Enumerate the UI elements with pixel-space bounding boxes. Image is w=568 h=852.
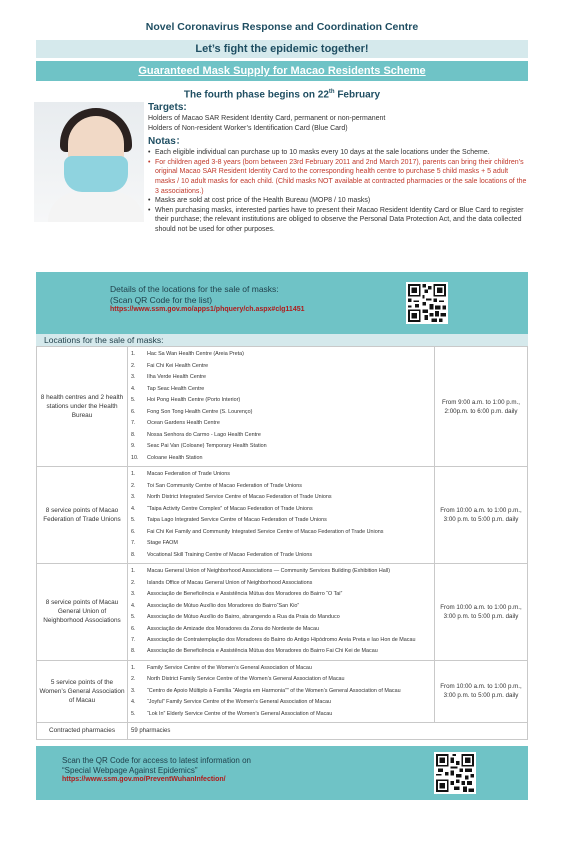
details-banner — [36, 272, 528, 334]
group-list — [128, 467, 435, 564]
list-item: 6. Associação de Amizade dos Moradores da Zona do Nordeste de Macau — [131, 625, 319, 632]
list-item: 2. Islands Office of Macau General Union of Neighborhood Associations — [131, 579, 313, 586]
list-item: 5. “Lok In” Elderly Service Centre of the Women’s General Association of Macau — [131, 710, 333, 717]
list-item: 3. North District Integrated Service Centre of Macao Federation of Trade Unions — [131, 494, 332, 500]
group-label: 8 service points of Macao Federation of Trade Unions — [37, 467, 128, 564]
group-time: From 9:00 a.m. to 1:00 p.m., 2:00p.m. to 6:00 p.m. daily — [435, 347, 528, 467]
table-row — [37, 347, 528, 467]
hero-section — [36, 102, 528, 272]
list-item: 1. Macao Federation of Trade Unions — [131, 471, 231, 477]
list-item: 1. Macau General Union of Neighborhood Associations — Community Services Building (Exhibition Hall) — [131, 568, 390, 574]
list-item: 6. Fong Son Tong Health Centre (S. Lourenço) — [131, 408, 253, 415]
info-panel — [148, 102, 530, 235]
list-item: 3. “Centro de Apoio Múltiplo à Família “Alegria em Harmonia”” of the Women’s General Association of Macau — [131, 687, 401, 694]
list-item: 3. Ilha Verde Health Centre — [131, 374, 207, 380]
locations-title: Locations for the sale of masks: — [36, 334, 528, 346]
notas-item: • Each eligible individual can purchase up to 10 masks every 10 days at the sale locations under the Scheme. — [155, 148, 530, 158]
group-time: From 10:00 a.m. to 1:00 p.m., 3:00 p.m. to 5:00 p.m. daily — [435, 564, 528, 661]
qr-code-footer[interactable] — [434, 752, 476, 794]
targets-heading: Targets: — [148, 102, 187, 113]
list-item: 9. Seac Pai Van (Coloane) Temporary Health Station — [131, 443, 267, 449]
list-item: 10. Coloane Health Station — [131, 454, 203, 461]
list-item: 3. Associação de Beneficência e Assistência Mútua dos Moradores do Bairro “O Tai” — [131, 591, 343, 597]
group-time: From 10:00 a.m. to 1:00 p.m., 3:00 p.m. to 5:00 p.m. daily — [435, 467, 528, 564]
footer-url[interactable]: https://www.ssm.gov.mo/PreventWuhanInfection/ — [62, 776, 226, 784]
list-item: 7. Ocean Gardens Health Centre — [131, 420, 220, 426]
organisation-title: Novel Coronavirus Response and Coordination Centre — [145, 21, 419, 33]
phase-title: The fourth phase begins on 22th February — [183, 89, 381, 101]
targets-line: Holders of Non-resident Worker’s Identification Card (Blue Card) — [148, 124, 348, 132]
list-item: 8. Vocational Skill Training Centre of Macao Federation of Trade Unions — [131, 551, 313, 558]
list-item: 4. Tap Seac Health Centre — [131, 385, 205, 392]
group-list — [128, 564, 435, 661]
list-item: 4. Associação de Mútuo Auxílio dos Moradores do Bairro“San Kio” — [131, 602, 300, 609]
footer-text — [62, 756, 251, 785]
list-item: 7. Stage FAOM — [131, 540, 178, 546]
list-item: 5. Taipa Lago Integrated Service Centre of Macao Federation of Trade Unions — [131, 517, 327, 523]
details-text — [110, 284, 305, 316]
list-item: 2. Fai Chi Kei Health Centre — [131, 362, 209, 369]
scheme-title: Guaranteed Mask Supply for Macao Residents Scheme — [36, 61, 528, 81]
list-item: 2. North District Family Service Centre of the Women’s General Association of Macau — [131, 676, 345, 682]
group-list — [128, 660, 435, 723]
list-item: 7. Associação de Contratemplação dos Moradores do Bairro do Antigo Hipódromo Areia Preta e Iao Hon de Macau — [131, 637, 416, 643]
notas-list — [148, 148, 530, 234]
details-url[interactable]: https://www.ssm.gov.mo/apps1/phquery/ch.aspx#clg11451 — [110, 306, 305, 313]
table-row — [37, 564, 528, 661]
qr-code-details[interactable] — [406, 282, 448, 324]
list-item: 4. “Joyful” Family Service Centre of the Women’s General Association of Macau — [131, 699, 332, 705]
group-label: 8 health centres and 2 health stations under the Health Bureau — [37, 347, 128, 467]
locations-table — [36, 346, 528, 740]
footer-line: “Special Webpage Against Epidemics” — [62, 765, 198, 775]
list-item: 8. Associação de Beneficência e Assistência Mútua dos Moradores do Bairro Fai Chi Kei de Macau — [131, 648, 378, 654]
details-line: (Scan QR Code for the list) — [110, 294, 213, 305]
list-item: 1. Family Service Centre of the Women’s General Association of Macau — [131, 664, 312, 671]
list-item: 1. Hac Sa Wan Health Centre (Areia Preta) — [131, 351, 244, 357]
poster — [36, 14, 528, 800]
group-list — [128, 347, 435, 467]
group-label: 8 service points of Macau General Union of Neighborhood Associations — [37, 564, 128, 661]
group-label: 5 service points of the Women’s General Association of Macau — [37, 660, 128, 723]
pharmacies-label: Contracted pharmacies — [37, 723, 128, 740]
woman-with-mask-photo — [34, 102, 144, 222]
pharmacies-value: 59 pharmacies — [128, 723, 528, 740]
table-row — [37, 723, 528, 740]
list-item: 5. Associação de Mútuo Auxílio do Bairro, abrangendo a Rua da Praia do Manduco — [131, 614, 340, 620]
list-item: 5. Hoi Pong Health Centre (Porto Interior) — [131, 397, 241, 403]
notas-heading: Notas： — [148, 136, 186, 148]
footer-banner — [36, 746, 528, 800]
footer-line: Scan the QR Code for access to latest information on — [62, 756, 251, 765]
notas-item: • For children aged 3-8 years (born between 23rd February 2011 and 2nd March 2017), parents can bring their children’s original Macao SAR Resident Identity Card to the corresponding health centre to purchase 5 child masks + 5 adult masks / 10 adult masks for each child. (Child masks NOT available at contracted pharmacies or the sale locations of the 3 associations.) — [155, 158, 530, 196]
list-item: 4. “Taipa Activity Centre Complex” of Macao Federation of Trade Unions — [131, 505, 313, 512]
list-item: 6. Fai Chi Kei Family and Community Integrated Service Centre of Macao Federation of Trade Unions — [131, 528, 384, 535]
table-row — [37, 467, 528, 564]
notas-item: • Masks are sold at cost price of the Health Bureau (MOP8 / 10 masks) — [155, 196, 530, 206]
notas-item: • When purchasing masks, interested parties have to present their Macao Resident Identity Card or Blue Card to register their purchase; the relevant institutions are obliged to observe the Personal Data Protection Act, and the data collected should not be used for other purposes. — [155, 206, 530, 235]
list-item: 8. Nossa Senhora do Carmo - Lago Health Centre — [131, 431, 261, 438]
list-item: 2. Toi San Community Centre of Macao Federation of Trade Unions — [131, 482, 302, 489]
slogan-band: Let’s fight the epidemic together! — [36, 40, 528, 58]
group-time: From 10:00 a.m. to 1:00 p.m., 3:00 p.m. to 5:00 p.m. daily — [435, 660, 528, 723]
table-row — [37, 660, 528, 723]
details-line: Details of the locations for the sale of masks: — [110, 284, 279, 294]
targets-line: Holders of Macao SAR Resident Identity Card, permanent or non-permanent — [148, 115, 386, 122]
